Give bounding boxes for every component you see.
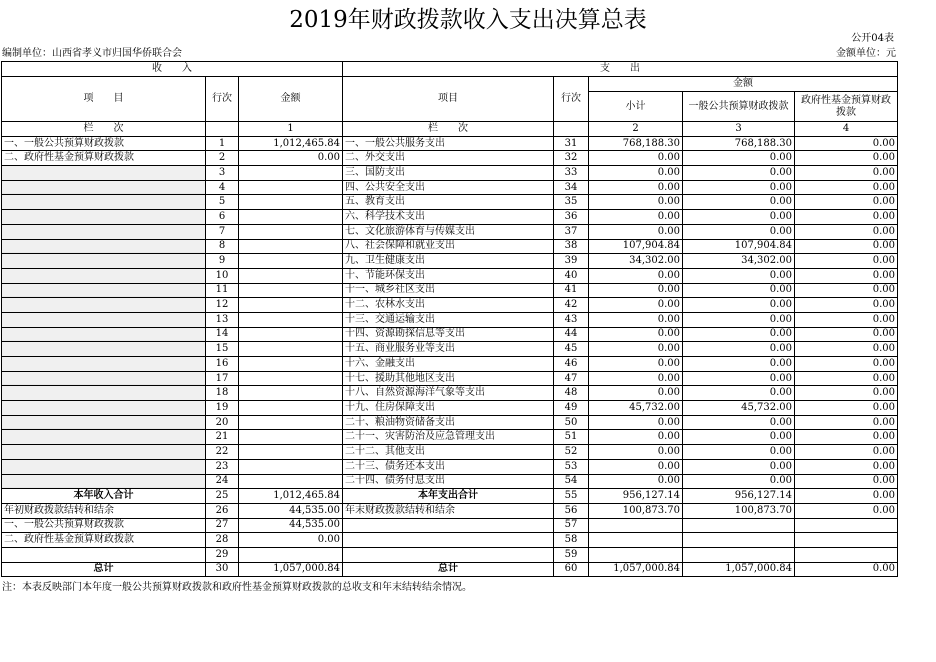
income-row-no: 23 — [206, 459, 239, 474]
expense-subtotal: 0.00 — [589, 283, 683, 298]
table-row — [2, 224, 898, 239]
income-row-no: 4 — [206, 180, 239, 195]
expense-row-no: 32 — [554, 151, 589, 166]
income-amount — [239, 342, 343, 357]
expense-item: 五、教育支出 — [343, 195, 554, 210]
income-amount — [239, 224, 343, 239]
expense-item-header: 项目 — [343, 77, 554, 122]
total-expense-subtotal: 100,873.70 — [589, 503, 683, 518]
income-row-no: 5 — [206, 195, 239, 210]
total-expense-row-no: 55 — [554, 489, 589, 504]
table-row — [2, 254, 898, 269]
income-lan-rowno — [206, 122, 239, 137]
income-item — [2, 210, 206, 225]
income-item — [2, 357, 206, 372]
budget-table — [1, 61, 898, 577]
income-row-no: 21 — [206, 430, 239, 445]
expense-item: 三、国防支出 — [343, 166, 554, 181]
expense-fund: 0.00 — [795, 195, 898, 210]
total-row — [2, 547, 898, 562]
unit-name: 编制单位：山西省孝义市归国华侨联合会 — [2, 48, 182, 59]
expense-fund: 0.00 — [795, 151, 898, 166]
table-row — [2, 445, 898, 460]
expense-item: 二十二、其他支出 — [343, 445, 554, 460]
expense-row-no: 53 — [554, 459, 589, 474]
table-row — [2, 430, 898, 445]
total-expense-subtotal — [589, 518, 683, 533]
subtotal-col-index: 2 — [589, 122, 683, 137]
form-code: 公开04表 — [851, 33, 894, 44]
expense-general: 0.00 — [683, 283, 795, 298]
total-income-amount: 1,057,000.84 — [239, 562, 343, 577]
expense-fund: 0.00 — [795, 224, 898, 239]
expense-fund: 0.00 — [795, 210, 898, 225]
table-row — [2, 327, 898, 342]
expense-general: 0.00 — [683, 195, 795, 210]
income-amount-header: 金额 — [239, 77, 343, 122]
total-expense-row-no: 57 — [554, 518, 589, 533]
expense-row-no: 33 — [554, 166, 589, 181]
table-row — [2, 371, 898, 386]
total-income-row-no: 26 — [206, 503, 239, 518]
total-row — [2, 533, 898, 548]
total-expense-fund: 0.00 — [795, 503, 898, 518]
income-row-no: 22 — [206, 445, 239, 460]
expense-item: 二十四、债务付息支出 — [343, 474, 554, 489]
expense-general: 0.00 — [683, 180, 795, 195]
report-title: 2019年财政拨款收入支出决算总表 — [289, 7, 647, 33]
table-row — [2, 239, 898, 254]
total-row — [2, 518, 898, 533]
income-item — [2, 415, 206, 430]
expense-item: 十六、金融支出 — [343, 357, 554, 372]
total-income-amount — [239, 547, 343, 562]
income-row-no: 15 — [206, 342, 239, 357]
income-row-no: 24 — [206, 474, 239, 489]
expense-item: 七、文化旅游体育与传媒支出 — [343, 224, 554, 239]
total-income-amount: 44,535.00 — [239, 518, 343, 533]
expense-subtotal: 0.00 — [589, 371, 683, 386]
table-row — [2, 474, 898, 489]
income-amount — [239, 327, 343, 342]
income-item — [2, 430, 206, 445]
expense-general: 0.00 — [683, 459, 795, 474]
income-amount: 0.00 — [239, 151, 343, 166]
income-amount — [239, 180, 343, 195]
expense-header: 支 出 — [343, 62, 898, 77]
total-income-item: 一、一般公共预算财政拨款 — [2, 518, 206, 533]
expense-general: 0.00 — [683, 210, 795, 225]
total-row — [2, 503, 898, 518]
expense-row-no: 44 — [554, 327, 589, 342]
income-amount — [239, 298, 343, 313]
table-row — [2, 415, 898, 430]
expense-fund: 0.00 — [795, 239, 898, 254]
total-income-item: 本年收入合计 — [2, 489, 206, 504]
income-item — [2, 254, 206, 269]
income-row-no: 3 — [206, 166, 239, 181]
table-row — [2, 210, 898, 225]
total-expense-item: 总计 — [343, 562, 554, 577]
expense-subtotal: 768,188.30 — [589, 136, 683, 151]
total-income-item: 总计 — [2, 562, 206, 577]
expense-row-no: 37 — [554, 224, 589, 239]
income-row-no: 16 — [206, 357, 239, 372]
expense-fund: 0.00 — [795, 357, 898, 372]
subtotal-header: 小计 — [589, 92, 683, 122]
expense-subtotal: 0.00 — [589, 180, 683, 195]
expense-item: 十三、交通运输支出 — [343, 312, 554, 327]
expense-row-no: 48 — [554, 386, 589, 401]
income-header: 收 入 — [2, 62, 343, 77]
income-item — [2, 371, 206, 386]
expense-general: 0.00 — [683, 430, 795, 445]
income-row-no: 8 — [206, 239, 239, 254]
income-amount — [239, 357, 343, 372]
expense-row-no: 42 — [554, 298, 589, 313]
expense-lan-label: 栏 次 — [343, 122, 554, 137]
expense-fund: 0.00 — [795, 474, 898, 489]
expense-subtotal: 0.00 — [589, 430, 683, 445]
expense-row-no: 50 — [554, 415, 589, 430]
total-expense-subtotal: 956,127.14 — [589, 489, 683, 504]
expense-fund: 0.00 — [795, 459, 898, 474]
total-expense-general: 100,873.70 — [683, 503, 795, 518]
expense-item: 十九、住房保障支出 — [343, 401, 554, 416]
expense-fund: 0.00 — [795, 342, 898, 357]
income-item — [2, 268, 206, 283]
table-row — [2, 283, 898, 298]
expense-general: 0.00 — [683, 474, 795, 489]
expense-row-no: 40 — [554, 268, 589, 283]
income-item — [2, 166, 206, 181]
total-income-item: 年初财政拨款结转和结余 — [2, 503, 206, 518]
expense-item: 一、一般公共服务支出 — [343, 136, 554, 151]
total-expense-item — [343, 547, 554, 562]
expense-row-no: 45 — [554, 342, 589, 357]
total-income-row-no: 25 — [206, 489, 239, 504]
table-row — [2, 312, 898, 327]
income-row-no: 19 — [206, 401, 239, 416]
income-row-no: 2 — [206, 151, 239, 166]
income-row-no: 20 — [206, 415, 239, 430]
expense-item: 二十一、灾害防治及应急管理支出 — [343, 430, 554, 445]
income-col-index: 1 — [239, 122, 343, 137]
expense-subtotal: 0.00 — [589, 195, 683, 210]
expense-subtotal: 0.00 — [589, 415, 683, 430]
table-row — [2, 459, 898, 474]
expense-general: 768,188.30 — [683, 136, 795, 151]
expense-subtotal: 0.00 — [589, 151, 683, 166]
total-expense-general — [683, 547, 795, 562]
income-amount — [239, 239, 343, 254]
income-item — [2, 445, 206, 460]
total-income-amount: 0.00 — [239, 533, 343, 548]
expense-fund: 0.00 — [795, 312, 898, 327]
expense-subtotal: 0.00 — [589, 342, 683, 357]
income-row-no: 10 — [206, 268, 239, 283]
income-amount — [239, 386, 343, 401]
expense-subtotal: 45,732.00 — [589, 401, 683, 416]
income-item — [2, 239, 206, 254]
total-expense-fund — [795, 518, 898, 533]
income-amount — [239, 474, 343, 489]
table-row — [2, 151, 898, 166]
income-amount — [239, 283, 343, 298]
expense-general: 0.00 — [683, 371, 795, 386]
income-amount — [239, 312, 343, 327]
fund-col-index: 4 — [795, 122, 898, 137]
total-expense-general — [683, 533, 795, 548]
expense-general: 0.00 — [683, 298, 795, 313]
income-item: 一、一般公共预算财政拨款 — [2, 136, 206, 151]
total-income-amount: 44,535.00 — [239, 503, 343, 518]
expense-row-no: 31 — [554, 136, 589, 151]
total-row — [2, 489, 898, 504]
total-row — [2, 562, 898, 577]
expense-row-no: 38 — [554, 239, 589, 254]
expense-row-no: 41 — [554, 283, 589, 298]
expense-subtotal: 0.00 — [589, 210, 683, 225]
income-item — [2, 474, 206, 489]
expense-subtotal: 0.00 — [589, 224, 683, 239]
expense-subtotal: 0.00 — [589, 327, 683, 342]
income-amount — [239, 210, 343, 225]
income-item — [2, 342, 206, 357]
expense-item: 十二、农林水支出 — [343, 298, 554, 313]
general-col-index: 3 — [683, 122, 795, 137]
total-income-item: 二、政府性基金预算财政拨款 — [2, 533, 206, 548]
income-row-no: 18 — [206, 386, 239, 401]
income-rowno-header: 行次 — [206, 77, 239, 122]
expense-item: 十八、自然资源海洋气象等支出 — [343, 386, 554, 401]
income-item — [2, 401, 206, 416]
expense-item: 八、社会保障和就业支出 — [343, 239, 554, 254]
income-amount — [239, 445, 343, 460]
total-income-row-no: 28 — [206, 533, 239, 548]
expense-subtotal: 107,904.84 — [589, 239, 683, 254]
total-expense-fund — [795, 547, 898, 562]
expense-general: 0.00 — [683, 386, 795, 401]
income-amount — [239, 268, 343, 283]
total-expense-item: 本年支出合计 — [343, 489, 554, 504]
expense-fund: 0.00 — [795, 371, 898, 386]
total-income-row-no: 29 — [206, 547, 239, 562]
total-expense-fund: 0.00 — [795, 562, 898, 577]
expense-item: 四、公共安全支出 — [343, 180, 554, 195]
expense-general: 0.00 — [683, 357, 795, 372]
income-row-no: 13 — [206, 312, 239, 327]
income-amount — [239, 166, 343, 181]
income-row-no: 6 — [206, 210, 239, 225]
expense-fund: 0.00 — [795, 254, 898, 269]
expense-row-no: 39 — [554, 254, 589, 269]
expense-item: 十五、商业服务业等支出 — [343, 342, 554, 357]
total-income-row-no: 27 — [206, 518, 239, 533]
expense-rowno-header: 行次 — [554, 77, 589, 122]
total-expense-fund — [795, 533, 898, 548]
expense-item: 十、节能环保支出 — [343, 268, 554, 283]
expense-subtotal: 0.00 — [589, 474, 683, 489]
expense-general: 0.00 — [683, 327, 795, 342]
income-item — [2, 298, 206, 313]
fund-budget-header: 政府性基金预算财政拨款 — [795, 92, 898, 122]
expense-row-no: 46 — [554, 357, 589, 372]
expense-fund: 0.00 — [795, 136, 898, 151]
expense-row-no: 36 — [554, 210, 589, 225]
expense-subtotal: 0.00 — [589, 357, 683, 372]
total-income-row-no: 30 — [206, 562, 239, 577]
expense-row-no: 54 — [554, 474, 589, 489]
money-unit: 金额单位：元 — [836, 48, 896, 59]
income-row-no: 1 — [206, 136, 239, 151]
income-row-no: 14 — [206, 327, 239, 342]
expense-row-no: 34 — [554, 180, 589, 195]
income-row-no: 17 — [206, 371, 239, 386]
total-expense-subtotal — [589, 533, 683, 548]
expense-general: 0.00 — [683, 268, 795, 283]
expense-fund: 0.00 — [795, 180, 898, 195]
expense-general: 34,302.00 — [683, 254, 795, 269]
expense-item: 六、科学技术支出 — [343, 210, 554, 225]
expense-fund: 0.00 — [795, 283, 898, 298]
total-expense-row-no: 60 — [554, 562, 589, 577]
total-expense-item: 年末财政拨款结转和结余 — [343, 503, 554, 518]
expense-item: 二十、粮油物资储备支出 — [343, 415, 554, 430]
table-row — [2, 166, 898, 181]
total-expense-subtotal — [589, 547, 683, 562]
total-expense-row-no: 59 — [554, 547, 589, 562]
income-amount — [239, 459, 343, 474]
expense-item: 九、卫生健康支出 — [343, 254, 554, 269]
expense-subtotal: 34,302.00 — [589, 254, 683, 269]
expense-general: 0.00 — [683, 342, 795, 357]
income-item — [2, 195, 206, 210]
income-item — [2, 459, 206, 474]
expense-fund: 0.00 — [795, 445, 898, 460]
table-row — [2, 136, 898, 151]
expense-general: 107,904.84 — [683, 239, 795, 254]
expense-lan-rowno — [554, 122, 589, 137]
footnote: 注：本表反映部门本年度一般公共预算财政拨款和政府性基金预算财政拨款的总收支和年末结转结余情况。 — [2, 582, 472, 593]
total-expense-row-no: 58 — [554, 533, 589, 548]
expense-row-no: 49 — [554, 401, 589, 416]
income-lan-label: 栏 次 — [2, 122, 206, 137]
income-amount — [239, 430, 343, 445]
expense-general: 0.00 — [683, 151, 795, 166]
table-row — [2, 386, 898, 401]
expense-fund: 0.00 — [795, 166, 898, 181]
expense-fund: 0.00 — [795, 386, 898, 401]
expense-fund: 0.00 — [795, 298, 898, 313]
income-item — [2, 224, 206, 239]
expense-subtotal: 0.00 — [589, 166, 683, 181]
expense-general: 0.00 — [683, 312, 795, 327]
income-amount — [239, 195, 343, 210]
expense-subtotal: 0.00 — [589, 459, 683, 474]
income-item — [2, 283, 206, 298]
expense-row-no: 35 — [554, 195, 589, 210]
income-row-no: 9 — [206, 254, 239, 269]
income-row-no: 12 — [206, 298, 239, 313]
expense-general: 0.00 — [683, 224, 795, 239]
expense-subtotal: 0.00 — [589, 445, 683, 460]
total-income-amount: 1,012,465.84 — [239, 489, 343, 504]
total-expense-row-no: 56 — [554, 503, 589, 518]
expense-item: 十七、援助其他地区支出 — [343, 371, 554, 386]
income-amount — [239, 401, 343, 416]
income-item-header: 项 目 — [2, 77, 206, 122]
income-item — [2, 312, 206, 327]
income-amount — [239, 254, 343, 269]
expense-row-no: 52 — [554, 445, 589, 460]
expense-general: 0.00 — [683, 415, 795, 430]
total-expense-general: 1,057,000.84 — [683, 562, 795, 577]
expense-fund: 0.00 — [795, 430, 898, 445]
expense-row-no: 47 — [554, 371, 589, 386]
expense-fund: 0.00 — [795, 327, 898, 342]
total-expense-item — [343, 518, 554, 533]
table-row — [2, 357, 898, 372]
expense-item: 二十三、债务还本支出 — [343, 459, 554, 474]
general-budget-header: 一般公共预算财政拨款 — [683, 92, 795, 122]
table-row — [2, 298, 898, 313]
table-row — [2, 180, 898, 195]
income-row-no: 7 — [206, 224, 239, 239]
expense-subtotal: 0.00 — [589, 312, 683, 327]
total-expense-general: 956,127.14 — [683, 489, 795, 504]
expense-fund: 0.00 — [795, 401, 898, 416]
total-expense-subtotal: 1,057,000.84 — [589, 562, 683, 577]
income-amount — [239, 415, 343, 430]
income-item — [2, 386, 206, 401]
expense-amount-group-header: 金额 — [589, 77, 898, 92]
table-row — [2, 401, 898, 416]
total-expense-item — [343, 533, 554, 548]
table-row — [2, 268, 898, 283]
total-expense-general — [683, 518, 795, 533]
expense-general: 0.00 — [683, 166, 795, 181]
expense-row-no: 51 — [554, 430, 589, 445]
total-income-item — [2, 547, 206, 562]
expense-general: 45,732.00 — [683, 401, 795, 416]
expense-fund: 0.00 — [795, 268, 898, 283]
expense-item: 十四、资源勘探信息等支出 — [343, 327, 554, 342]
expense-fund: 0.00 — [795, 415, 898, 430]
income-item — [2, 327, 206, 342]
expense-item: 二、外交支出 — [343, 151, 554, 166]
income-item: 二、政府性基金预算财政拨款 — [2, 151, 206, 166]
table-row — [2, 195, 898, 210]
expense-general: 0.00 — [683, 445, 795, 460]
expense-subtotal: 0.00 — [589, 268, 683, 283]
expense-item: 十一、城乡社区支出 — [343, 283, 554, 298]
expense-subtotal: 0.00 — [589, 386, 683, 401]
total-expense-fund: 0.00 — [795, 489, 898, 504]
expense-subtotal: 0.00 — [589, 298, 683, 313]
income-amount — [239, 371, 343, 386]
income-row-no: 11 — [206, 283, 239, 298]
income-amount: 1,012,465.84 — [239, 136, 343, 151]
expense-row-no: 43 — [554, 312, 589, 327]
income-item — [2, 180, 206, 195]
table-row — [2, 342, 898, 357]
